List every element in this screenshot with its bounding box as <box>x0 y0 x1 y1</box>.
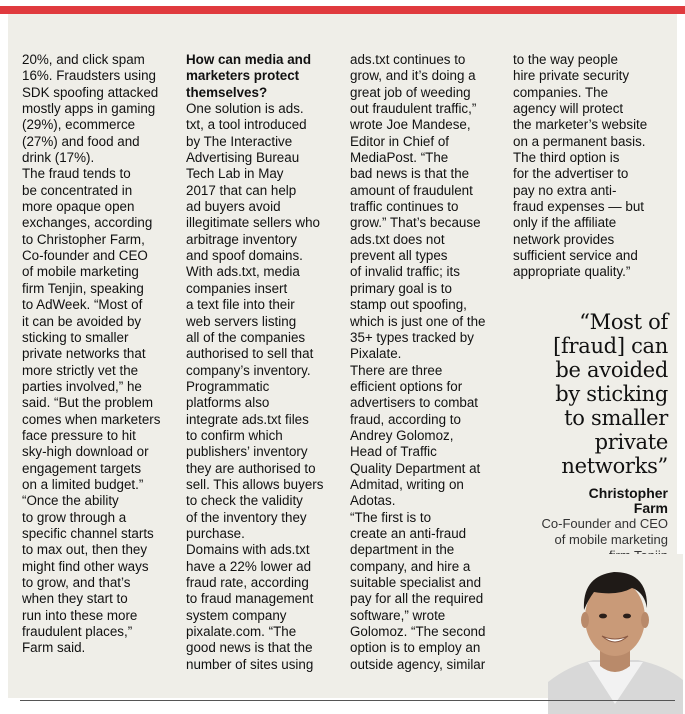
top-accent-bar <box>0 6 685 14</box>
pull-quote-attribution-name: Christopher Farm <box>588 485 668 516</box>
article-column-3 <box>350 52 510 673</box>
column-2-paragraph-3: Programmatic platforms also integrate ads.txt files to confirm which publishers’ inventory they are authorised to sell. This allows buyers to check the validity of the inventory they purchase. <box>186 378 324 541</box>
pull-quote: “Most of [fraud] can be avoided by sticking to smaller private networks” <box>553 310 668 478</box>
column-2-paragraph-2: With ads.txt, media companies insert a text file into their web servers listing all of the companies authorised to sell that company’s inventory. <box>186 264 314 378</box>
column-4-paragraph-1: to the way people hire private security companies. The agency will protect the marketer’s website on a permanent basis. The third option is for the advertiser to pay no extra anti- fraud expenses — but only if the affiliate network provides sufficient service and appropriate quality.” <box>513 52 648 280</box>
portrait-photo <box>548 554 683 714</box>
column-1-paragraph-2: The fraud tends to be concentrated in more opaque open exchanges, according to Christopher Farm, Co-founder and CEO of mobile marketing firm Tenjin, speaking to AdWeek. “Most of it can be avoided by sticking to smaller private networks that more strictly vet the parties involved,” he said. “But the problem comes when marketers face pressure to hit sky-high download or engagement targets on a limited budget.” <box>22 166 161 492</box>
pull-quote-attribution-role: Co-Founder and CEO of mobile marketing <box>541 516 668 547</box>
column-3-paragraph-3: “The first is to create an anti-fraud department in the company, and hire a suitable specialist and pay for all the required software,” wrote Golomoz. “The second option is to employ an outside agency, similar <box>350 509 486 672</box>
column-3-paragraph-1: ads.txt continues to grow, and it’s doing a great job of weeding out fraudulent traffic,” wrote Joe Mandese, Editor in Chief of MediaPost. “The bad news is that the amount of fraudulent traffic continues to grow.” That’s because ads.txt does not prevent all types of invalid traffic; its primary goal is to stamp out spoofing, which is just one of the 35+ types tracked by Pixalate. <box>350 52 486 362</box>
article-column-1 <box>22 52 184 657</box>
bottom-rule <box>20 700 675 701</box>
article-column-4 <box>513 52 668 281</box>
column-1-paragraph-3: “Once the ability to grow through a specific channel starts to max out, then they might find other ways to grow, and that’s when they start to run into these more fraudulent places,” Farm said. <box>22 493 154 656</box>
section-heading: How can media and marketers protect themselves? <box>186 52 312 100</box>
column-2-paragraph-4: Domains with ads.txt have a 22% lower ad fraud rate, according to fraud management system company pixalate.com. “The good news is that the number of sites using <box>186 542 314 672</box>
column-2-paragraph-1: One solution is ads. txt, a tool introduced by The Interactive Advertising Bureau Tech Lab in May 2017 that can help ad buyers avoid illegitimate sellers who arbitrage inventory and spoof domains. <box>186 101 320 264</box>
article-column-2 <box>186 52 346 673</box>
article-page <box>8 14 677 698</box>
column-3-paragraph-2: There are three efficient options for advertisers to combat fraud, according to Andrey Golomoz, Head of Traffic Quality Department at Admitad, writing on Adotas. <box>350 362 481 509</box>
column-1-paragraph-1: 20%, and click spam 16%. Fraudsters using SDK spoofing attacked mostly apps in gaming (29%), ecommerce (27%) and food and drink (17%). <box>22 52 159 166</box>
